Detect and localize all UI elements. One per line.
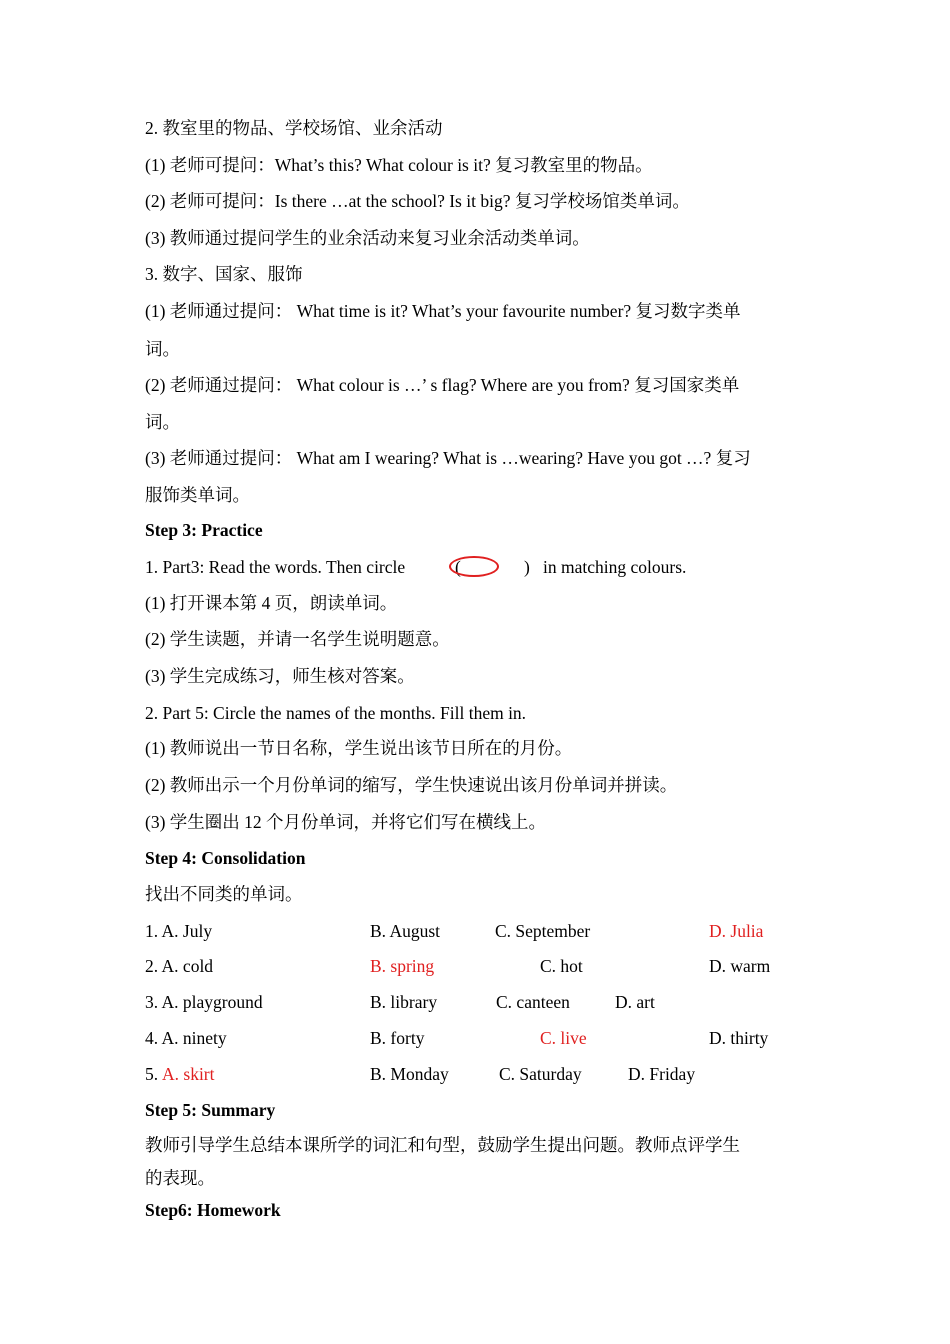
option-b: B. Monday (370, 1064, 449, 1084)
paragraph-line: (1) 教师说出一节日名称，学生说出该节日所在的月份。 (145, 738, 573, 758)
option-c: C. September (495, 921, 591, 941)
option-d: D. warm (709, 956, 771, 976)
option-a: 4. A. ninety (145, 1028, 227, 1048)
option-b: B. forty (370, 1028, 425, 1048)
step-heading: Step 5: Summary (145, 1100, 276, 1120)
option-d: D. thirty (709, 1028, 769, 1048)
option-c: C. hot (540, 956, 583, 976)
option-b: B. library (370, 992, 438, 1012)
answer-option: B. spring (370, 956, 435, 976)
paragraph-line: (2) 教师出示一个月份单词的缩写，学生快速说出该月份单词并拼读。 (145, 775, 678, 795)
red-circle-icon (449, 556, 499, 577)
option-d: D. art (615, 992, 655, 1012)
step-heading: Step 4: Consolidation (145, 848, 306, 868)
paragraph-line: (3) 老师通过提问： What am I wearing? What is …wearing? Have you got …? 复习 (145, 448, 751, 468)
instruction: 找出不同类的单词。 (145, 884, 303, 904)
option-a: 2. A. cold (145, 956, 214, 976)
paragraph-line: (1) 打开课本第 4 页，朗读单词。 (145, 593, 398, 613)
option-a: 1. A. July (145, 921, 213, 941)
answer-option: A. skirt (162, 1064, 215, 1084)
paragraph-line: (1) 老师可提问：What’s this? What colour is it? 复习教室里的物品。 (145, 155, 653, 175)
paragraph-line: 2. Part 5: Circle the names of the months. Fill them in. (145, 703, 527, 723)
paragraph-line: (2) 老师通过提问： What colour is …’ s flag? Where are you from? 复习国家类单 (145, 375, 740, 395)
option-d: D. Friday (628, 1064, 696, 1084)
section-heading: 3. 数字、国家、服饰 (145, 264, 303, 284)
option-b: B. August (370, 921, 441, 941)
step-heading: Step 3: Practice (145, 520, 263, 540)
close-paren: ) (524, 557, 530, 577)
option-c: C. Saturday (499, 1064, 582, 1084)
paragraph-line: (2) 学生读题，并请一名学生说明题意。 (145, 629, 450, 649)
option-a: 3. A. playground (145, 992, 263, 1012)
section-heading: 2. 教室里的物品、学校场馆、业余活动 (145, 118, 443, 138)
answer-option: C. live (540, 1028, 587, 1048)
paragraph-line: 服饰类单词。 (145, 485, 250, 505)
paragraph-line: 词。 (145, 339, 180, 359)
open-paren: ( (455, 557, 461, 577)
paragraph-line: 词。 (145, 412, 180, 432)
paragraph-line: 的表现。 (145, 1168, 215, 1188)
option-c: C. canteen (496, 992, 570, 1012)
paragraph-line: (3) 学生圈出 12 个月份单词，并将它们写在横线上。 (145, 812, 547, 832)
part3-suffix: in matching colours. (543, 557, 687, 577)
answer-option: D. Julia (709, 921, 764, 941)
paragraph-line: 教师引导学生总结本课所学的词汇和句型，鼓励学生提出问题。教师点评学生 (145, 1135, 740, 1155)
question-number: 5. (145, 1064, 159, 1084)
paragraph-line: (3) 教师通过提问学生的业余活动来复习业余活动类单词。 (145, 228, 590, 248)
part3-prefix: 1. Part3: Read the words. Then circle (145, 557, 406, 577)
paragraph-line: (3) 学生完成练习，师生核对答案。 (145, 666, 415, 686)
step-heading: Step6: Homework (145, 1200, 281, 1220)
paragraph-line: (2) 老师可提问：Is there …at the school? Is it big? 复习学校场馆类单词。 (145, 191, 690, 211)
paragraph-line: (1) 老师通过提问： What time is it? What’s your favourite number? 复习数字类单 (145, 301, 741, 321)
